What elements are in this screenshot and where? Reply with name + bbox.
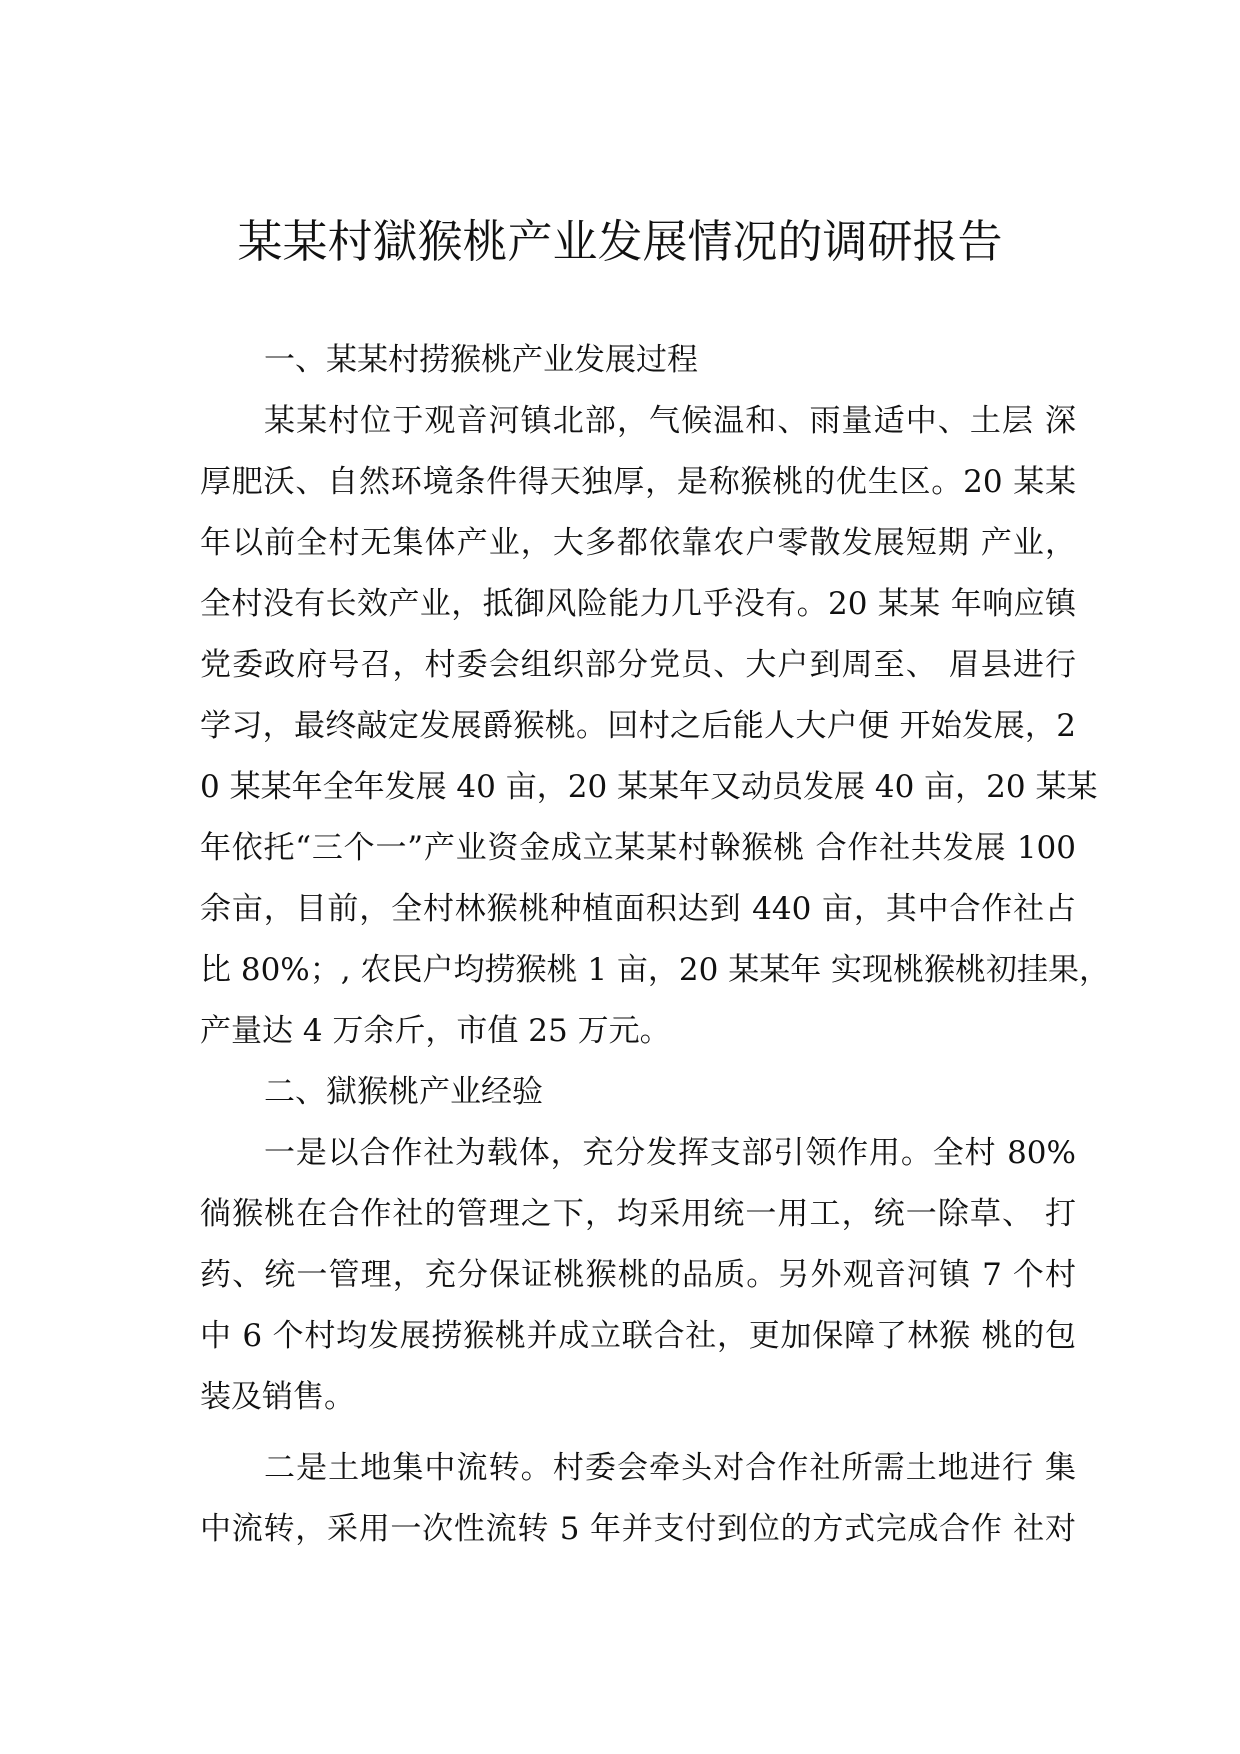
paragraph-line: 年以前全村无集体产业，大多都依靠农户零散发展短期 产业， [200,525,1076,561]
paragraph-line: 全村没有长效产业，抵御风险能力几乎没有。20 某某 年响应镇 [200,586,1076,622]
paragraph-line: 某某村位于观音河镇北部，气候温和、雨量适中、土层 深 [264,403,1076,439]
paragraph-line: 一是以合作社为载体，充分发挥支部引领作用。全村 80% [264,1135,1076,1171]
paragraph-line: 余亩，目前，全村林猴桃种植面积达到 440 亩，其中合作社占 [200,891,1076,927]
paragraph-line: 装及销售。 [200,1379,355,1415]
paragraph-line: 中流转，采用一次性流转 5 年并支付到位的方式完成合作 社对 [200,1511,1076,1547]
paragraph-line: 年依托“三个一”产业资金成立某某村榦猴桃 合作社共发展 100 [200,830,1076,866]
section-heading-2: 二、獄猴桃产业经验 [264,1074,543,1110]
document-body [200,330,1111,1560]
paragraph-line: 厚肥沃、自然环境条件得天独厚，是称猴桃的优生区。20 某某 [200,464,1076,500]
paragraph-line: 中 6 个村均发展捞猴桃并成立联合社，更加保障了林猴 桃的包 [200,1318,1076,1354]
paragraph-line: 二是土地集中流转。村委会牵头对合作社所需土地进行 集 [264,1450,1076,1486]
paragraph-line: 0 某某年全年发展 40 亩，20 某某年又动员发展 40 亩，20 某某 [200,769,1098,805]
paragraph-spacer [200,1428,1076,1438]
paragraph-line: 学习，最终敲定发展爵猴桃。回村之后能人大户便 开始发展，2 [200,708,1076,744]
section-heading-1: 一、某某村捞猴桃产业发展过程 [264,342,698,378]
paragraph-line: 徜猴桃在合作社的管理之下，均采用统一用工，统一除草、 打 [200,1196,1076,1232]
paragraph-line: 党委政府号召，村委会组织部分党员、大户到周至、 眉县进行 [200,647,1076,683]
document-title: 某某村獄猴桃产业发展情况的调研报告 [237,215,1003,268]
paragraph-line: 产量达 4 万余斤，市值 25 万元。 [200,1013,671,1049]
paragraph-line: 药、统一管理，充分保证桃猴桃的品质。另外观音河镇 7 个村 [200,1257,1076,1293]
paragraph-line: 比 80%；, 农民户均捞猴桃 1 亩，20 某某年 实现桃猴桃初挂果， [200,952,1111,988]
